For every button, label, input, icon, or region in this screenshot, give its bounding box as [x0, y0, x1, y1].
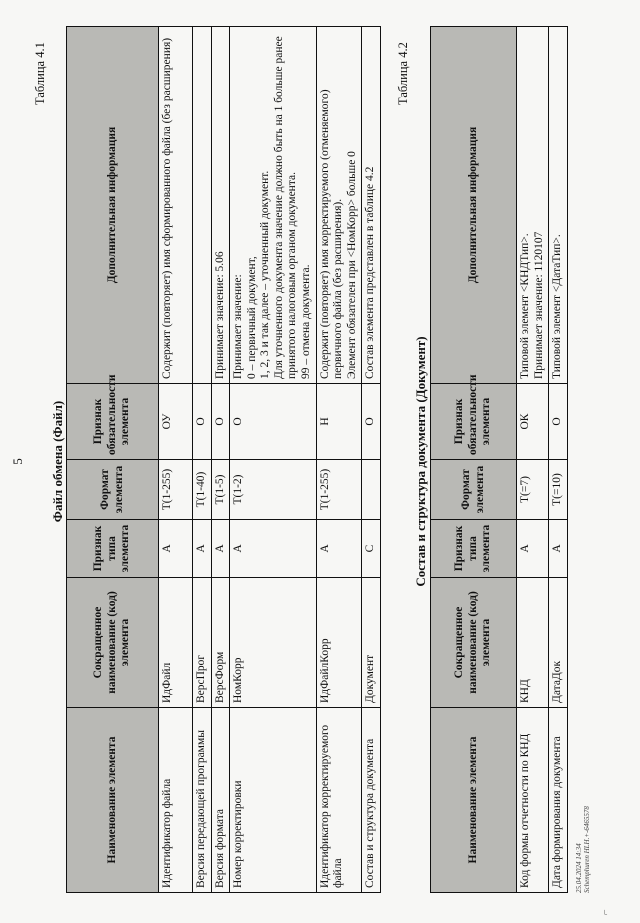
- table-row: [230, 27, 316, 893]
- cell-required: Н: [316, 384, 362, 460]
- cell-type: А: [517, 520, 549, 578]
- cell-required: О: [230, 384, 316, 460]
- cell-code: ИдФайлКорр: [316, 578, 362, 708]
- cell-required: ОУ: [159, 384, 193, 460]
- table-4-1-caption: Файл обмена (Файл): [50, 400, 65, 523]
- header-code: Сокращенное наименование (код) элемента: [431, 578, 517, 708]
- stamp-ref: Schemphuren HLH.+-6465578: [583, 806, 592, 893]
- cell-type: А: [230, 520, 316, 578]
- table-file-exchange: [66, 26, 381, 893]
- table-row: [549, 27, 568, 893]
- cell-required: ОК: [517, 384, 549, 460]
- table-row: [211, 27, 230, 893]
- cell-name: Состав и структура документа: [362, 708, 381, 893]
- cell-type: А: [549, 520, 568, 578]
- cell-required: О: [362, 384, 381, 460]
- table-4-1-number: Таблица 4.1: [33, 42, 47, 105]
- table-4-2-caption: Состав и структура документа (Документ): [413, 336, 428, 587]
- header-info: Дополнительная информация: [67, 27, 159, 384]
- cell-type: А: [211, 520, 230, 578]
- cell-name: Код формы отчетности по КНД: [517, 708, 549, 893]
- table-row: [362, 27, 381, 893]
- cell-code: Документ: [362, 578, 381, 708]
- cell-type: А: [159, 520, 193, 578]
- cell-info: [193, 27, 212, 384]
- cell-info: Принимает значение: 0 – первичный документ, 1, 2, 3 и так далее – уточненный документ. Для уточненного документа значение должно быть на 1 больше ранее принятого налоговым органом документа. 99 – отмена документа.: [230, 27, 316, 384]
- header-required: Признак обязательности элемента: [431, 384, 517, 460]
- cell-format: Т(1-2): [230, 460, 316, 520]
- cell-format: [362, 460, 381, 520]
- cell-type: А: [316, 520, 362, 578]
- table-4-2-number: Таблица 4.2: [396, 42, 410, 105]
- header-type: Признак типа элемента: [67, 520, 159, 578]
- cell-type: А: [193, 520, 212, 578]
- cell-info: Типовой элемент <КНДТип>. Принимает значение: 1120107: [517, 27, 549, 384]
- table-row: [193, 27, 212, 893]
- header-format: Формат элемента: [431, 460, 517, 520]
- cell-code: ВерсФорм: [211, 578, 230, 708]
- cell-format: Т(=7): [517, 460, 549, 520]
- cell-type: С: [362, 520, 381, 578]
- cell-name: Дата формирования документа: [549, 708, 568, 893]
- cell-code: ИдФайл: [159, 578, 193, 708]
- cell-format: Т(=10): [549, 460, 568, 520]
- cell-info: Содержит (повторяет) имя корректируемого (отменяемого) первичного файла (без расширения). Элемент обязателен при <НомКорр> больше 0: [316, 27, 362, 384]
- page-number: 5: [10, 458, 25, 465]
- cell-name: Номер корректировки: [230, 708, 316, 893]
- table-header-row: [67, 27, 159, 893]
- cell-code: ДатаДок: [549, 578, 568, 708]
- table-header-row: [431, 27, 517, 893]
- header-format: Формат элемента: [67, 460, 159, 520]
- cell-name: Версия передающей программы: [193, 708, 212, 893]
- cell-info: Содержит (повторяет) имя сформированного файла (без расширения): [159, 27, 193, 384]
- header-name: Наименование элемента: [67, 708, 159, 893]
- table-document-structure: [430, 26, 568, 893]
- cell-name: Идентификатор корректируемого файла: [316, 708, 362, 893]
- signature-mark-icon: ⌐: [600, 909, 611, 915]
- header-name: Наименование элемента: [431, 708, 517, 893]
- cell-format: Т(1-40): [193, 460, 212, 520]
- cell-info: Состав элемента представлен в таблице 4.2: [362, 27, 381, 384]
- cell-code: КНД: [517, 578, 549, 708]
- header-required: Признак обязательности элемента: [67, 384, 159, 460]
- cell-format: Т(1-255): [316, 460, 362, 520]
- cell-info: Принимает значение: 5.06: [211, 27, 230, 384]
- cell-required: О: [193, 384, 212, 460]
- cell-info: Типовой элемент <ДатаТип>.: [549, 27, 568, 384]
- stamp-date: 25.04.2024 14:34: [575, 843, 583, 893]
- cell-code: НомКорр: [230, 578, 316, 708]
- cell-name: Версия формата: [211, 708, 230, 893]
- cell-required: О: [549, 384, 568, 460]
- cell-format: Т(1-255): [159, 460, 193, 520]
- header-code: Сокращенное наименование (код) элемента: [67, 578, 159, 708]
- table-row: [159, 27, 193, 893]
- cell-required: О: [211, 384, 230, 460]
- cell-name: Идентификатор файла: [159, 708, 193, 893]
- registration-stamp: [575, 806, 592, 893]
- header-info: Дополнительная информация: [431, 27, 517, 384]
- cell-format: Т(1-5): [211, 460, 230, 520]
- table-row: [316, 27, 362, 893]
- cell-code: ВерсПрог: [193, 578, 212, 708]
- table-row: [517, 27, 549, 893]
- header-type: Признак типа элемента: [431, 520, 517, 578]
